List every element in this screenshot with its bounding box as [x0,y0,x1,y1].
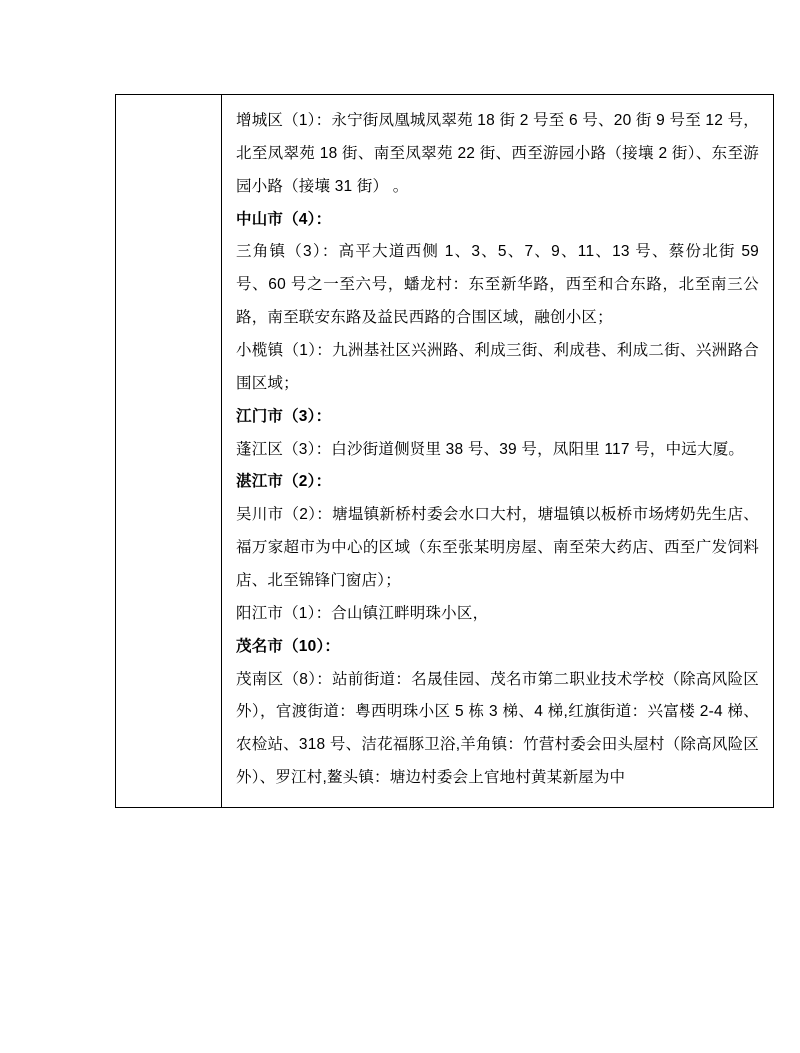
paragraph-yangjiang [236,598,759,631]
paragraph-wuchuan: 吴川市（2）：塘塭镇新桥村委会水口大村，塘塭镇以板桥市场烤奶先生店、福万家超市为中心的区域（东至张某明房屋、南至荣大药店、西至广发饲料店、北至锦锋门窗店）； [236,506,759,590]
heading-maoming: 茂名市（10）： [236,637,341,655]
paragraph-yangjiang-rest: 合山镇江畔明珠小区， [331,604,489,622]
paragraph-sanjiao: 三角镇（3）：高平大道西侧 1、3、5、7、9、11、13 号、蔡份北街 59 号、60 号之一至六号，蟠龙村：东至新华路，西至和合东路，北至南三公路，南至联安东路及益民西路的合围区域，融创小区； [236,243,759,327]
heading-jiangmen: 江门市（3）： [236,407,332,425]
table-row [116,95,774,808]
paragraph-maonan: 茂南区（8）：站前街道：名晟佳园、茂名市第二职业技术学校（除高风险区外），官渡街道：粤西明珠小区 5 栋 3 梯、4 梯,红旗街道：兴富楼 2-4 梯、农检站、318 号、洁花福豚卫浴,羊角镇：竹营村委会田头屋村（除高风险区外）、罗江村,鳌头镇：塘边村委会上官地村黄某新屋为中 [236,670,759,787]
heading-yangjiang-prefix: 阳江市（1）： [236,604,332,622]
paragraph-xiaolan: 小榄镇（1）：九洲基社区兴洲路、利成三街、利成巷、利成二街、兴洲路合围区域； [236,342,759,392]
paragraph-pengjiang: 蓬江区（3）：白沙街道侧贤里 38 号、39 号，凤阳里 117 号，中远大厦。 [236,440,745,458]
paragraph-zengcheng: 增城区（1）：永宁街凤凰城凤翠苑 18 街 2 号至 6 号、20 街 9 号至 12 号，北至凤翠苑 18 街、南至凤翠苑 22 街、西至游园小路（接壤 2 街）、东至游园小路（接壤 31 街） 。 [236,112,759,195]
heading-zhongshan: 中山市（4）： [236,210,332,228]
heading-zhanjiang: 湛江市（2）： [236,473,332,491]
content-table [115,94,774,808]
table-content-cell [222,95,774,808]
table-label-cell [116,95,222,808]
